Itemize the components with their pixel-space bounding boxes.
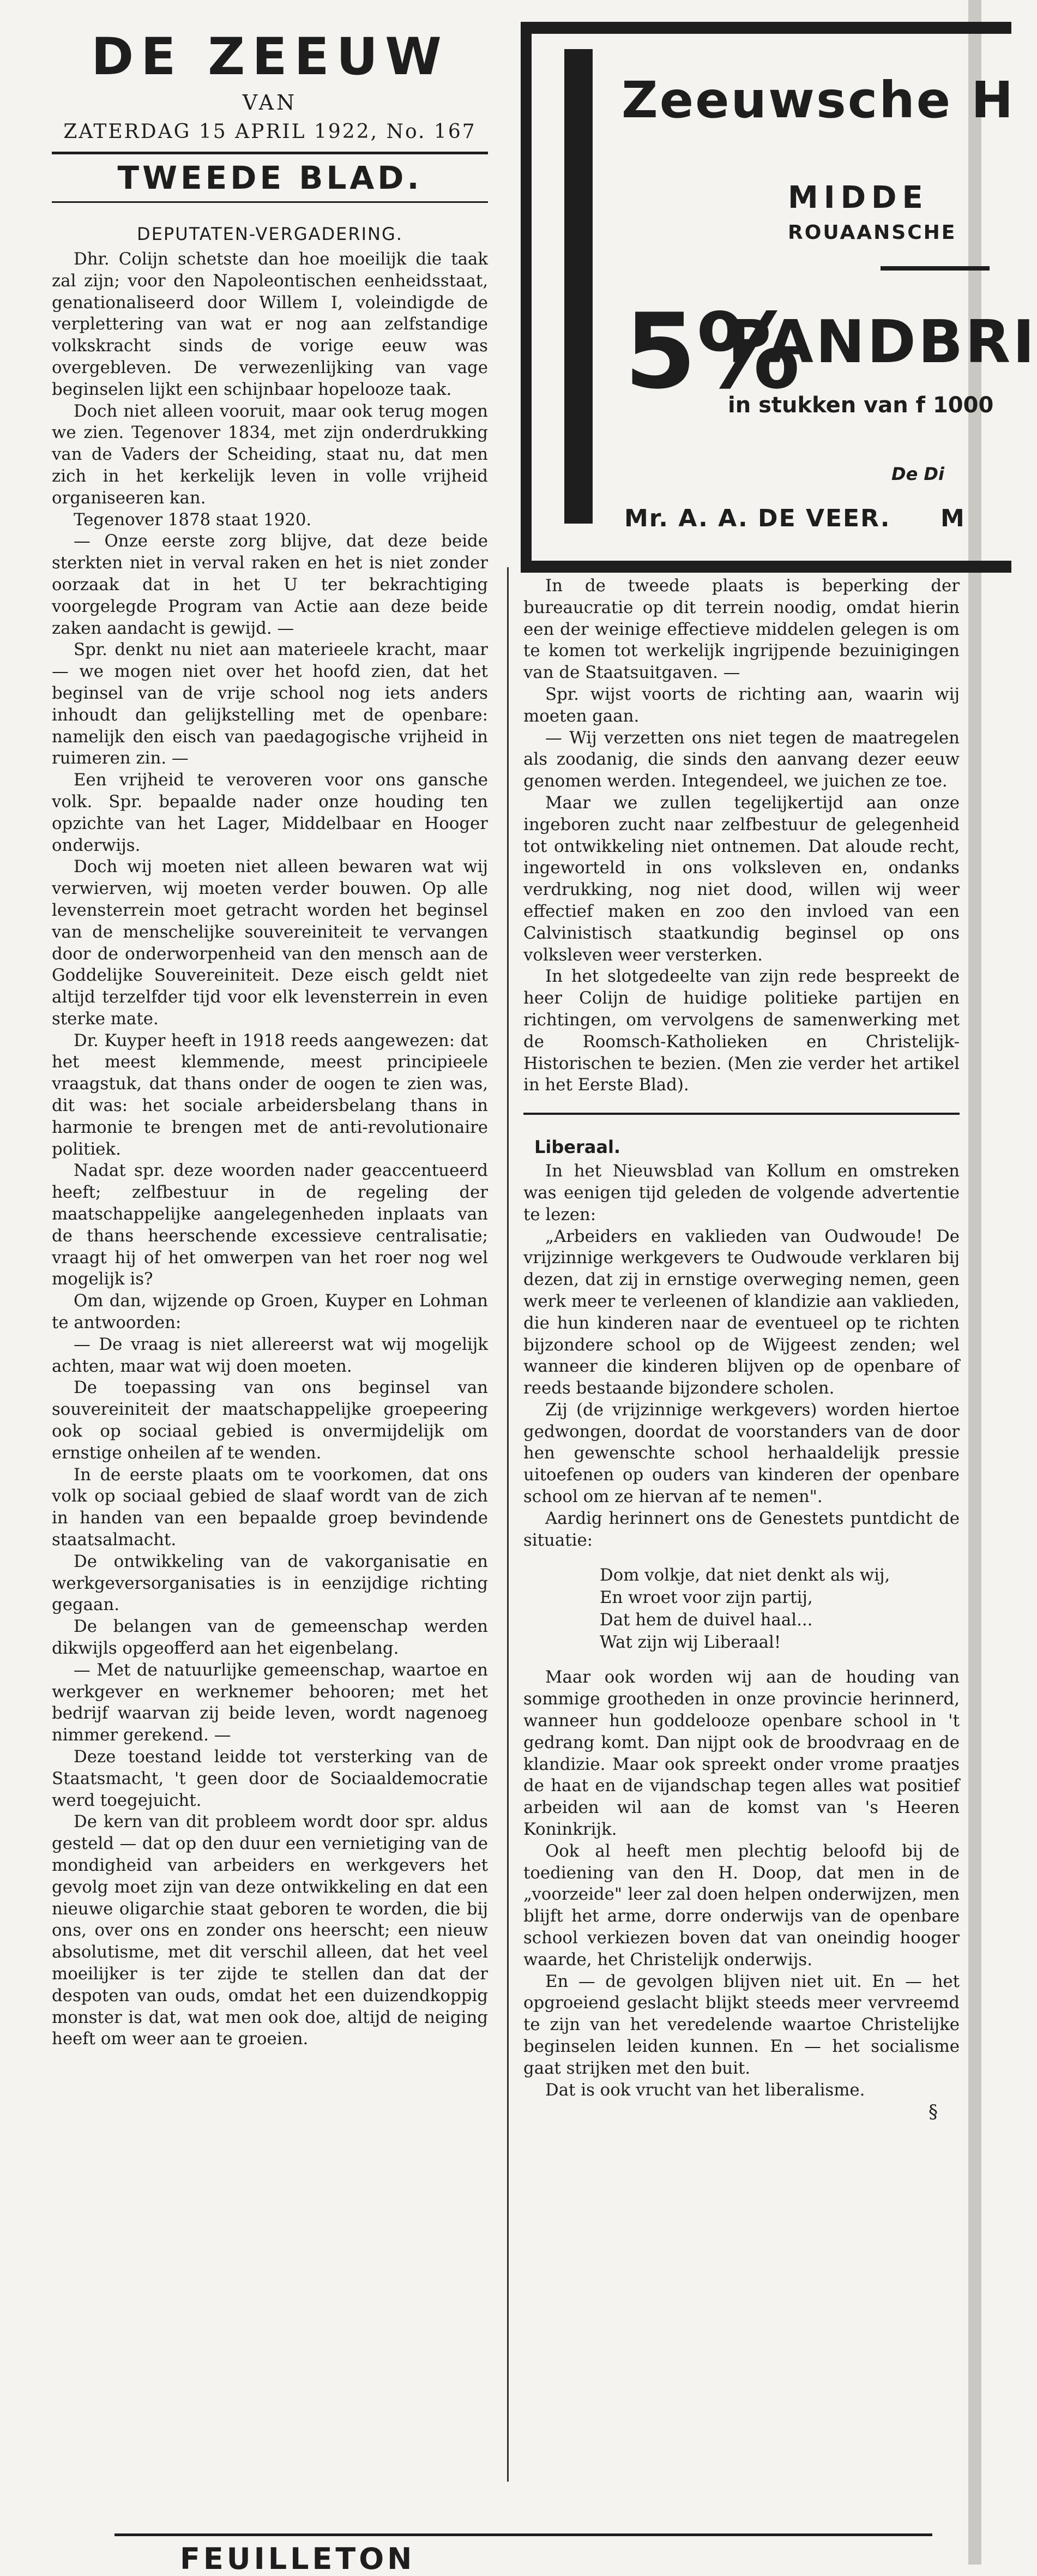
article-paragraph: Nadat spr. deze woorden nader geaccentueerd heeft; zelfbestuur in de regeling der maatschappelijke aangelegenheden inplaats van de thans heerschende excessieve centralisatie; vraagt hij of het omwerpen van het roer nog wel mogelijk is? xyxy=(52,1161,488,1289)
article-continuation xyxy=(523,575,960,1096)
section-title: TWEEDE BLAD. xyxy=(117,159,423,196)
article-paragraph: In de tweede plaats is beperking der bureaucratie op dit terrein noodig, omdat hierin een der weinige effectieve middelen gelegen is om te komen tot werkelijk ingrijpende bezuinigingen van de Staatsuitgaven. — xyxy=(523,576,960,683)
poem-line: Dat hem de duivel haal... xyxy=(600,1610,813,1630)
article-paragraph: — Onze eerste zorg blijve, dat deze beide sterkten niet in verval raken en het is niet zonder oorzaak dat in het U ter bekrachtiging voorgelegde Program van Actie aan deze beide zaken aandacht is gewijd. — xyxy=(52,531,488,638)
article-paragraph: De toepassing van ons beginsel van souvereiniteit der maatschappelijke groepeering ook op sociaal gebied is onvermijdelijk om ernstige onheilen af te wenden. xyxy=(52,1378,488,1463)
advertisement-rate: 5% xyxy=(624,291,800,412)
article-paragraph: De belangen van de gemeenschap werden dikwijls opgeofferd aan het eigenbelang. xyxy=(52,1617,488,1658)
masthead-rule-top xyxy=(52,152,488,154)
feuilleton-heading: FEUILLETON xyxy=(180,2542,415,2576)
article-paragraph: — De vraag is niet allereerst wat wij mogelijk achten, maar wat wij doen moeten. xyxy=(52,1334,488,1376)
advertisement-name-suffix: M xyxy=(940,505,964,532)
article-paragraph: De ontwikkeling van de vakorganisatie en werkgeversorganisaties is in eenzijdige richting gegaan. xyxy=(52,1551,488,1615)
issue-date-line: ZATERDAG 15 APRIL 1922, No. 167 xyxy=(63,121,477,143)
article-paragraph: De kern van dit probleem wordt door spr. aldus gesteld — dat op den duur een vernietiging van de mondigheid van arbeiders en werkgevers het gevolg moet zijn van deze ontwikkeling en dat een nieuwe oligarchie staat geboren te worden, die bij ons, over ons en zonder ons heerscht; een nieuw absolutisme, met dit verschil alleen, dat het veel moeilijker is ter zijde te stellen dan dat der despoten van ouds, omdat het een duizendkoppig monster is dat, wat men ook doe, altijd de neiging heeft om weer aan te groeien. xyxy=(52,1812,488,2049)
article-paragraph: Dhr. Colijn schetste dan hoe moeilijk die taak zal zijn; voor den Napoleontischen eenheidsstaat, genationaliseerd door Willem I, voleindigde de verplettering van wat er nog aan zelfstandige volkskracht sinds de vorige eeuw was overgebleven. De verwezenlijking van vage beginselen lijkt een schijnbaar hopelooze taak. xyxy=(52,249,488,399)
advertisement-divider xyxy=(881,266,990,271)
article-heading: DEPUTATEN-VERGADERING. xyxy=(137,224,403,244)
column-divider xyxy=(507,567,509,2482)
liberaal-paragraph: „Arbeiders en vaklieden van Oudwoude! De vrijzinnige werkgevers te Oudwoude verklaren bij dezen, dat zij in ernstige overweging nemen, geen werk meer te verleenen of klandizie aan vaklieden, die hun kinderen naar de eventueel op te richten bijzondere school op de Wijgeest zenden; wel wanneer die kinderen blijven op de openbare of reeds bestaande bijzondere scholen. xyxy=(523,1226,960,1398)
article-paragraph: Deze toestand leidde tot versterking van de Staatsmacht, 't geen door de Sociaaldemocratie werd toegejuicht. xyxy=(52,1746,488,1810)
article-paragraph: Om dan, wijzende op Groen, Kuyper en Lohman te antwoorden: xyxy=(52,1291,488,1333)
left-column xyxy=(52,27,488,2050)
poem-line: En wroet voor zijn partij, xyxy=(600,1588,813,1608)
liberaal-paragraph: Zij (de vrijzinnige werkgevers) worden hiertoe gedwongen, doordat de voorstanders van de door hen gewenschte school herhaaldelijk pressie uitoefenen op ouders van kinderen der openbare school om ze hiervan af te nemen". xyxy=(523,1400,960,1507)
article-paragraph: Tegenover 1878 staat 1920. xyxy=(74,509,312,530)
liberaal-paragraph: Maar ook worden wij aan de houding van sommige grootheden in onze provincie herinnerd, wanneer hun goddelooze openbare school in 't gedrang komt. Dan nijpt ook de broodvraag en de klandizie. Maar ook spreekt onder vrome praatjes de haat en de vijandschap tegen alles wat positief arbeiden wil aan de komst van 's Heeren Koninkrijk. xyxy=(523,1667,960,1840)
article-paragraph: Een vrijheid te veroveren voor ons gansche volk. Spr. bepaalde nader onze houding ten opzichte van het Lager, Middelbaar en Hooger onderwijs. xyxy=(52,770,488,855)
advertisement-address: ROUAANSCHE xyxy=(788,221,957,244)
article-paragraph: — Met de natuurlijke gemeenschap, waartoe en werkgever en werknemer behooren; met het bedrijf waarvan zij beide leven, wordt nagenoeg nimmer gerekend. — xyxy=(52,1660,488,1745)
article-paragraph: Spr. wijst voorts de richting aan, waarin wij moeten gaan. xyxy=(523,684,960,726)
advertisement-product: PANDBRI xyxy=(728,308,1037,376)
liberaal-paragraph: En — de gevolgen blijven niet uit. En — het opgroeiend geslacht blijkt steeds meer vervreemd te zijn van het veredelende waartoe Christelijke beginselen leiden kunnen. En — het socialisme gaat strijken met den buit. xyxy=(523,1971,960,2078)
masthead-van: VAN xyxy=(242,91,298,115)
advertisement-black-bar xyxy=(564,49,593,524)
bottom-rule xyxy=(114,2533,932,2536)
masthead-rule-bottom xyxy=(52,201,488,203)
article-paragraph: Doch wij moeten niet alleen bewaren wat wij verwierven, wij moeten verder bouwen. Op alle levensterrein moet getracht worden het beginsel van de menschelijke souvereiniteit te vervangen door de onderworpenheid van den mensch aan de Goddelijke Souvereiniteit. Deze eisch geldt niet altijd terzelfder tijd voor elk levensterrein in even sterke mate. xyxy=(52,857,488,1029)
liberaal-closing xyxy=(523,1667,960,2101)
liberaal-paragraph: In het Nieuwsblad van Kollum en omstreken was eenigen tijd geleden de volgende advertentie te lezen: xyxy=(523,1161,960,1224)
newspaper-name: DE ZEEUW xyxy=(91,27,449,87)
article-body xyxy=(52,249,488,2050)
article-paragraph: In het slotgedeelte van zijn rede bespreekt de heer Colijn de huidige politieke partijen en richtingen, om vervolgens de samenwerking met de Roomsch-Katholieken en Christelijk-Historischen te bezien. (Men zie verder het artikel in het Eerste Blad). xyxy=(523,966,960,1095)
article-paragraph: Spr. denkt nu niet aan materieele kracht, maar — we mogen niet over het hoofd zien, dat het beginsel van de vrije school nog iets anders inhoudt dan gelijkstelling met de openbare: namelijk den eisch van paedagogische vrijheid in ruimeren zin. — xyxy=(52,640,488,768)
section-divider xyxy=(523,1113,960,1115)
right-column xyxy=(523,575,960,2123)
liberaal-paragraph: Ook al heeft men plechtig beloofd bij de toediening van den H. Doop, dat men in de „voorzeide" leer zal doen helpen onderwijzen, men blijft het arme, dorre onderwijs van de openbare school verkiezen boven dat van oneindig hooger waarde, het Christelijk onderwijs. xyxy=(523,1841,960,1969)
liberaal-paragraph: Dat is ook vrucht van het liberalisme. xyxy=(545,2080,865,2100)
article-paragraph: In de eerste plaats om te voorkomen, dat ons volk op sociaal gebied de slaaf wordt van de zich in handen van een bepaalde groep bevindende staatsalmacht. xyxy=(52,1464,488,1550)
article-paragraph: — Wij verzetten ons niet tegen de maatregelen als zoodanig, die sinds den aanvang dezer eeuw genomen werden. Integendeel, we juichen ze toe. xyxy=(523,728,960,791)
advertisement-directie: De Di xyxy=(891,464,944,484)
advertisement-denomination: in stukken van f 1000 xyxy=(728,393,994,418)
article-paragraph: Dr. Kuyper heeft in 1918 reeds aangewezen: dat het meest klemmende, meest principieele vraagstuk, dat thans onder de oogen te zien was, dit was: het sociale arbeidersbelang thans in harmonie te brengen met de anti-revolutionaire politiek. xyxy=(52,1030,488,1159)
poem xyxy=(600,1564,960,1654)
article-paragraph: Doch niet alleen vooruit, maar ook terug mogen we zien. Tegenover 1834, met zijn onderdrukking van de Vaders der Scheiding, staat nu, dat men zich in het kerkelijk leven in volle vrijheid organiseeren kan. xyxy=(52,401,488,508)
article-paragraph: Maar we zullen tegelijkertijd aan onze ingeboren zucht naar zelfbestuur de gelegenheid tot ontwikkeling niet ontnemen. Dat aloude recht, ingeworteld in ons volksleven en, ondanks verdrukking, nog niet dood, willen wij weer effectief maken en zoo den invloed van een Calvinistisch staatkundig beginsel op ons volksleven weer versterken. xyxy=(523,792,960,965)
liberaal-paragraph: Aardig herinnert ons de Genestets puntdicht de situatie: xyxy=(523,1508,960,1550)
poem-line: Wat zijn wij Liberaal! xyxy=(600,1632,781,1653)
advertisement-director-name: Mr. A. A. DE VEER. xyxy=(624,505,891,532)
poem-line: Dom volkje, dat niet denkt als wij, xyxy=(600,1565,890,1586)
liberaal-body xyxy=(523,1161,960,1551)
liberaal-heading: Liberaal. xyxy=(534,1137,621,1158)
advertisement-bank-name: Zeeuwsche H xyxy=(622,71,1015,129)
advertisement-city: MIDDE xyxy=(788,180,929,215)
bank-advertisement xyxy=(521,22,1037,573)
section-mark: § xyxy=(929,2101,938,2123)
